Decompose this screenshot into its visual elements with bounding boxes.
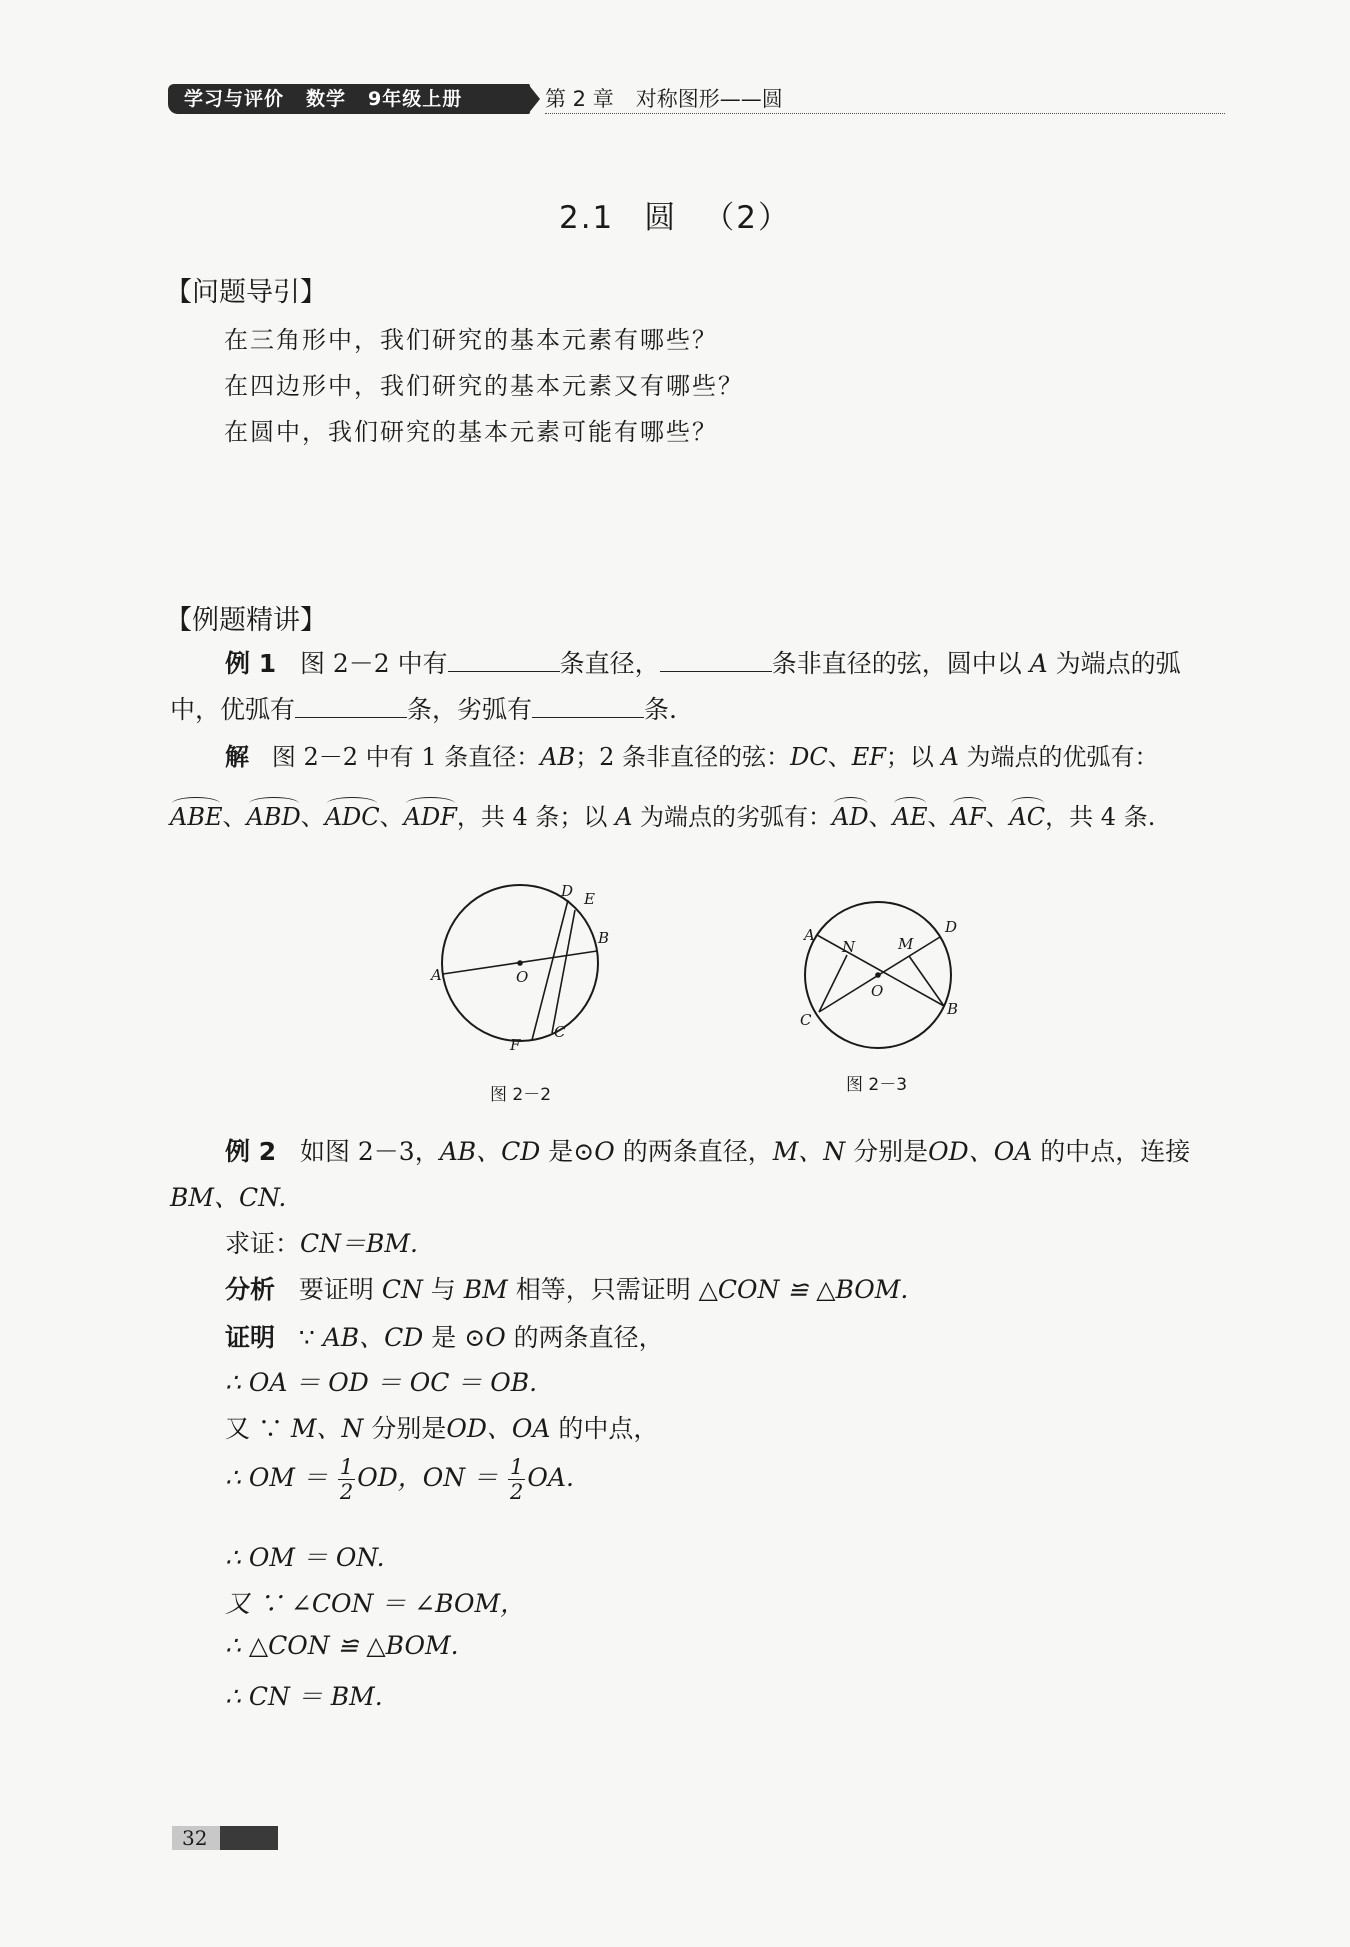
answer-blank — [448, 651, 560, 672]
example1-line1 — [225, 644, 1181, 680]
solution-label: 解 — [225, 743, 249, 771]
answer-blank — [660, 651, 772, 672]
proof-line4 — [225, 1455, 574, 1504]
var: BM — [463, 1275, 508, 1304]
label-E: E — [584, 890, 595, 908]
text: 求证： — [225, 1229, 301, 1258]
text: 相等，只需证明 — [515, 1275, 691, 1304]
frac-num: 1 — [510, 1455, 524, 1479]
text: 的两条直径， — [513, 1323, 664, 1352]
book-series: 学习与评价 — [184, 88, 285, 110]
example1-solution-line2: ABE、ABD、ADC、ADF，共 4 条；以 A 为端点的劣弧有：AD、AE、AF、AC，共 4 条. — [170, 803, 1156, 831]
proof-line7: ∴ △CON ≌ △BOM. — [225, 1631, 459, 1660]
text: ，共 4 条；以 — [456, 803, 608, 831]
proof-label: 证明 — [225, 1323, 276, 1352]
minor-arc: AC — [1009, 803, 1046, 831]
minor-arc: AE — [892, 803, 928, 831]
frac-den: 2 — [510, 1480, 524, 1504]
text: ；以 — [885, 743, 934, 771]
var: M、N — [772, 1137, 846, 1166]
text: 条非直径的弦，圆中以 — [771, 649, 1022, 678]
analysis-label: 分析 — [225, 1275, 276, 1304]
text: ，共 4 条. — [1045, 803, 1156, 831]
var: M、N — [290, 1414, 364, 1443]
example2-line1 — [225, 1132, 1190, 1168]
text: 的两条直径， — [622, 1137, 773, 1166]
proof-line1 — [225, 1318, 664, 1354]
text: 、 — [827, 743, 852, 771]
var: A — [615, 803, 633, 831]
book-grade: 9年级上册 — [368, 88, 463, 110]
book-badge — [168, 84, 530, 114]
text: 图 2－2 中有 — [299, 649, 448, 678]
segment-BM — [909, 956, 944, 1006]
section-number: 2.1 — [558, 200, 615, 236]
frac-num: 1 — [339, 1455, 354, 1479]
label-D: D — [945, 918, 958, 936]
guide-heading: 【问题导引】 — [165, 277, 327, 308]
var: EF — [851, 743, 886, 771]
var: △CON ≌ △BOM. — [698, 1275, 909, 1304]
book-subject: 数学 — [306, 88, 347, 110]
text: 分别是 — [853, 1137, 929, 1166]
var: CN — [381, 1275, 423, 1304]
minor-arc: AD — [832, 803, 869, 831]
var: AB、CD — [322, 1323, 424, 1352]
label-D: D — [561, 882, 574, 900]
proof-line3 — [225, 1409, 658, 1445]
answer-blank — [532, 697, 644, 718]
section-part: （2） — [703, 200, 792, 236]
frac-den: 2 — [339, 1480, 354, 1504]
var: A — [1029, 649, 1048, 678]
chapter-header — [545, 84, 783, 114]
text: 为端点的优弧有： — [966, 743, 1159, 771]
proof-line5: ∴ OM ＝ ON. — [225, 1543, 385, 1572]
header-arrow — [528, 84, 540, 114]
figure-caption: 图 2－3 — [846, 1075, 908, 1095]
text: 为端点的弧 — [1055, 649, 1181, 678]
center-point — [875, 972, 881, 978]
answer-blank — [295, 697, 407, 718]
label-A: A — [804, 926, 815, 944]
examples-heading: 【例题精讲】 — [165, 605, 327, 636]
proof-line8: ∴ CN ＝ BM. — [225, 1682, 383, 1711]
text: 又 ∵ — [225, 1414, 283, 1443]
fraction-half — [508, 1455, 525, 1504]
label-M: M — [898, 935, 914, 953]
text: ∴ OM ＝ — [225, 1463, 328, 1492]
text: 图 2－2 中有 1 条直径： — [271, 743, 541, 771]
label-B: B — [598, 929, 610, 947]
chord-DF — [532, 900, 568, 1040]
text: 的中点， — [558, 1414, 659, 1443]
figure-2-2 — [420, 870, 620, 1055]
var: CN＝BM. — [300, 1229, 418, 1258]
var: O — [594, 1137, 615, 1166]
proof-line2: ∴ OA ＝ OD ＝ OC ＝ OB. — [225, 1368, 538, 1397]
var: DC — [790, 743, 828, 771]
example2-line2: BM、CN. — [170, 1183, 287, 1212]
example1-label: 例 1 — [225, 649, 277, 678]
label-O: O — [516, 968, 529, 986]
text: 是 ⊙ — [431, 1323, 486, 1352]
text: 与 — [430, 1275, 456, 1304]
var: OD、OA — [928, 1137, 1033, 1166]
text: ∵ — [298, 1323, 315, 1352]
page-number: 32 — [172, 1826, 278, 1850]
text: 如图 2－3， — [299, 1137, 440, 1166]
example2-label: 例 2 — [225, 1137, 277, 1166]
chapter-number: 第 2 章 — [545, 87, 614, 111]
text: ；2 条非直径的弦： — [575, 743, 791, 771]
example1-solution-line1 — [225, 737, 1159, 772]
var: OD、OA — [446, 1414, 551, 1443]
var: AB — [540, 743, 576, 771]
fraction-half — [338, 1455, 355, 1504]
major-arc: ABD — [246, 803, 301, 831]
guide-question: 在四边形中，我们研究的基本元素又有哪些？ — [224, 372, 744, 400]
label-B: B — [947, 1000, 959, 1018]
text: 为端点的劣弧有： — [640, 803, 833, 831]
chapter-title: 对称图形——圆 — [635, 87, 783, 111]
text: 条直径， — [559, 649, 660, 678]
page-title — [0, 192, 1350, 237]
text: OD，ON ＝ — [357, 1463, 499, 1492]
label-C: C — [800, 1011, 812, 1029]
example2-prove — [225, 1224, 418, 1260]
proof-line6: 又 ∵ ∠CON ＝ ∠BOM， — [225, 1589, 526, 1618]
text: 中，优弧有 — [170, 695, 296, 724]
minor-arc: AF — [951, 803, 986, 831]
example2-analysis — [225, 1270, 908, 1306]
text: OA. — [527, 1463, 574, 1492]
var: O — [485, 1323, 506, 1352]
guide-question: 在三角形中，我们研究的基本元素有哪些？ — [224, 326, 718, 354]
example1-line2 — [170, 690, 677, 726]
label-F: F — [510, 1036, 521, 1054]
var: AB、CD — [439, 1137, 541, 1166]
text: 条. — [644, 695, 677, 724]
label-C: C — [554, 1023, 566, 1041]
figure-caption: 图 2－2 — [490, 1085, 552, 1105]
major-arc: ADF — [403, 803, 457, 831]
text: 条，劣弧有 — [407, 695, 533, 724]
label-O: O — [871, 982, 884, 1000]
text: 的中点，连接 — [1040, 1137, 1191, 1166]
guide-question: 在圆中，我们研究的基本元素可能有哪些？ — [224, 418, 718, 446]
var: A — [941, 743, 959, 771]
center-point — [517, 960, 523, 966]
chord-EC — [552, 910, 575, 1033]
label-N: N — [842, 938, 856, 956]
major-arc: ABE — [170, 803, 223, 831]
label-A: A — [431, 966, 442, 984]
section-name: 圆 — [644, 200, 678, 236]
text: 是⊙ — [548, 1137, 595, 1166]
figure-2-3 — [790, 895, 970, 1060]
text: 分别是 — [371, 1414, 447, 1443]
text: 要证明 — [298, 1275, 374, 1304]
header-rule — [545, 113, 1225, 114]
major-arc: ADC — [324, 803, 380, 831]
